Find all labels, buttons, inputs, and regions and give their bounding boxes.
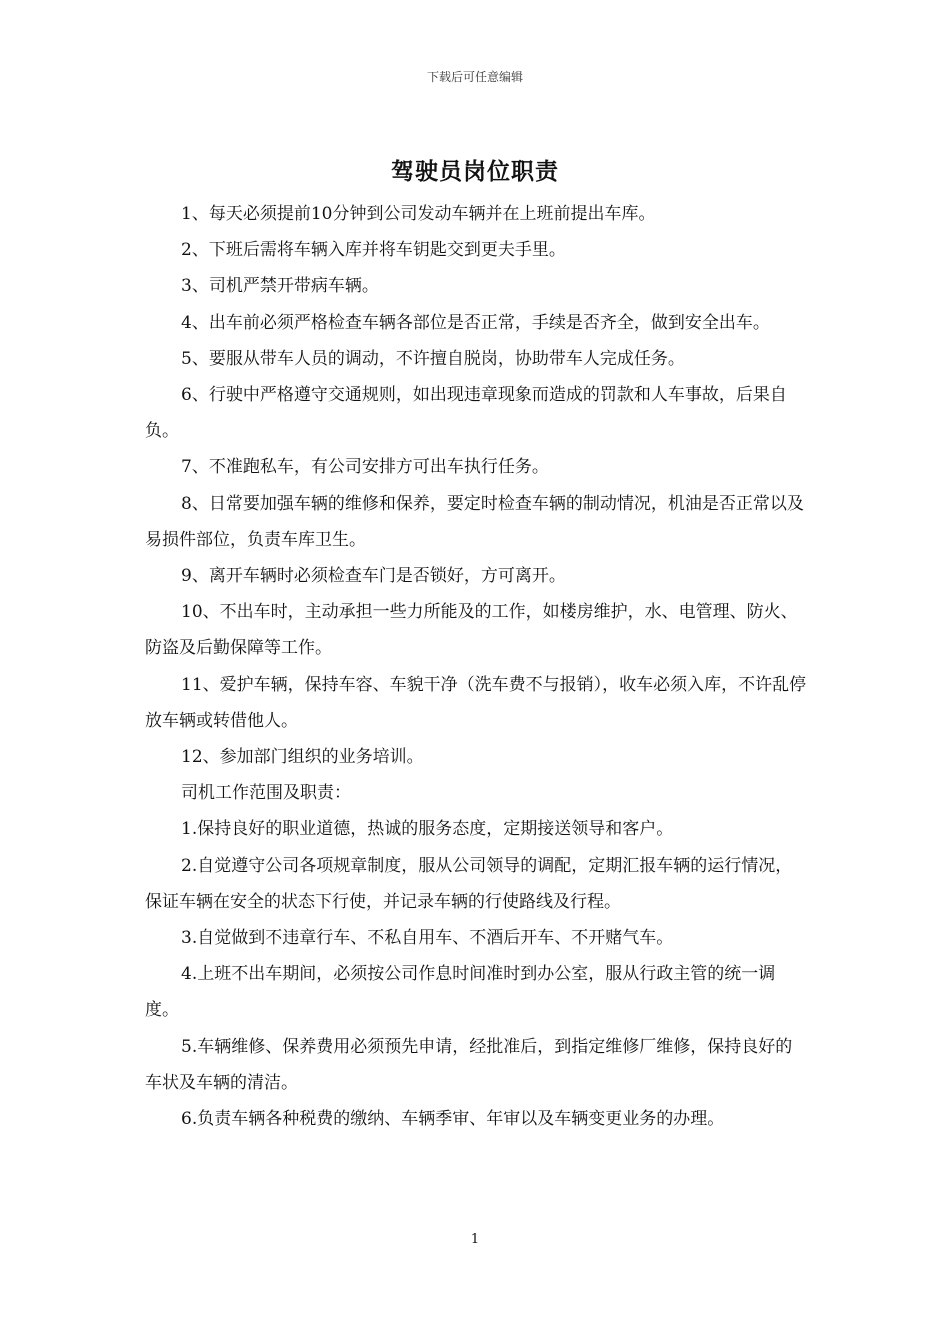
duty-item-1: 1.保持良好的职业道德，热诚的服务态度，定期接送领导和客户。 (181, 819, 674, 840)
paragraph-3: 3、司机严禁开带病车辆。 (181, 276, 379, 297)
paragraph-1: 1、每天必须提前10分钟到公司发动车辆并在上班前提出车库。 (181, 204, 656, 224)
duty-item-6: 6.负责车辆各种税费的缴纳、车辆季审、年审以及车辆变更业务的办理。 (181, 1109, 725, 1130)
paragraph-9: 9、离开车辆时必须检查车门是否锁好，方可离开。 (181, 566, 566, 587)
paragraph-11: 11、爱护车辆，保持车容、车貌干净（洗车费不与报销），收车必须入库，不许乱停放车辆或转借他人。 (145, 674, 807, 731)
header-note: 下载后可任意编辑 (426, 70, 523, 84)
duty-item-2: 2.自觉遵守公司各项规章制度，服从公司领导的调配，定期汇报车辆的运行情况，保证车辆在安全的状态下行使，并记录车辆的行使路线及行程。 (145, 855, 793, 912)
page-number: 1 (470, 1232, 480, 1247)
duty-item-5: 5.车辆维修、保养费用必须预先申请，经批准后，到指定维修厂维修，保持良好的车状及车辆的清洁。 (145, 1036, 793, 1093)
paragraph-8: 8、日常要加强车辆的维修和保养，要定时检查车辆的制动情况，机油是否正常以及易损件部位，负责车库卫生。 (145, 493, 804, 550)
paragraph-4: 4、出车前必须严格检查车辆各部位是否正常，手续是否齐全，做到安全出车。 (181, 312, 770, 333)
paragraph-5: 5、要服从带车人员的调动，不许擅自脱岗，协助带车人完成任务。 (181, 348, 685, 369)
duty-item-3: 3.自觉做到不违章行车、不私自用车、不酒后开车、不开赌气车。 (181, 928, 674, 949)
paragraph-7: 7、不准跑私车，有公司安排方可出车执行任务。 (181, 457, 549, 478)
paragraph-10: 10、不出车时，主动承担一些力所能及的工作，如楼房维护，水、电管理、防火、防盗及后勤保障等工作。 (145, 602, 798, 659)
document-body (145, 196, 807, 1137)
document-title: 驾驶员岗位职责 (391, 158, 559, 185)
section-heading: 司机工作范围及职责： (181, 783, 351, 804)
duty-item-4: 4.上班不出车期间，必须按公司作息时间准时到办公室，服从行政主管的统一调度。 (145, 964, 776, 1021)
paragraph-12: 12、参加部门组织的业务培训。 (181, 747, 424, 768)
paragraph-2: 2、下班后需将车辆入库并将车钥匙交到更夫手里。 (181, 240, 566, 261)
paragraph-6: 6、行驶中严格遵守交通规则，如出现违章现象而造成的罚款和人车事故，后果自负。 (145, 385, 787, 442)
